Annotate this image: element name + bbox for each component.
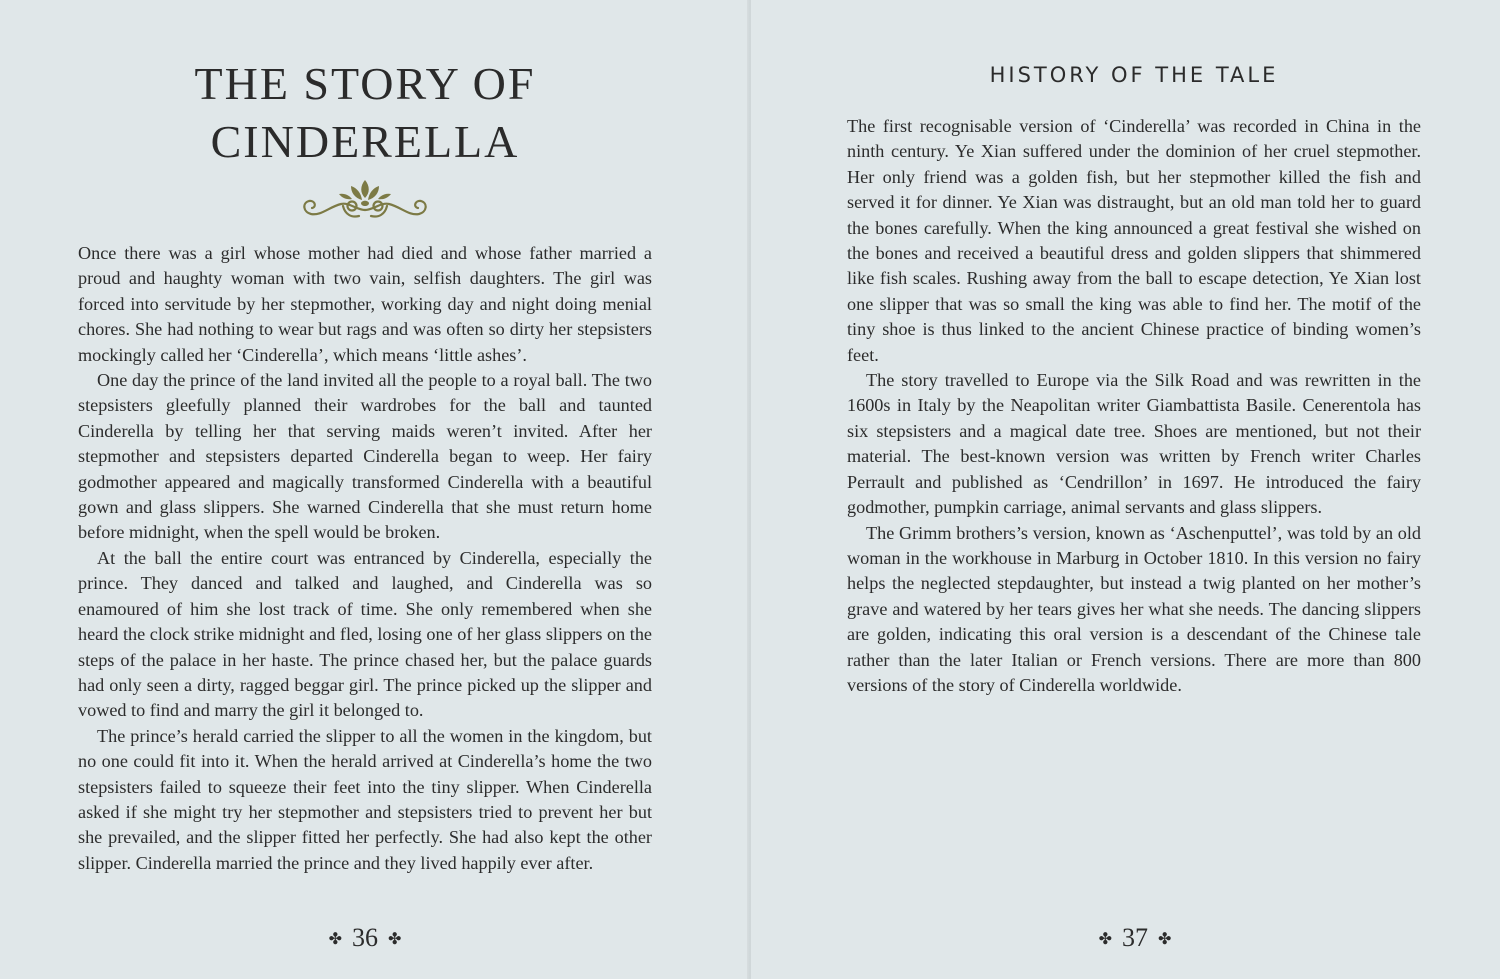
history-body-text — [847, 114, 1421, 698]
page-number: 37 — [1122, 923, 1148, 952]
fleuron-icon: ✤ — [1098, 928, 1112, 948]
paragraph: Once there was a girl whose mother had died and whose father married a proud and haughty woman with two vain, selfish daughters. The girl was forced into servitude by her stepmother, working day and night doing menial chores. She had nothing to wear but rags and was often so dirty her stepsisters mockingly called her ‘Cinderella’, which means ‘little ashes’. — [78, 243, 652, 365]
paragraph: At the ball the entire court was entranced by Cinderella, especially the prince. They danced and talked and laughed, and Cinderella was so enamoured of him she lost track of time. She only remembered when she heard the clock strike midnight and fled, losing one of her glass slippers on the steps of the palace in her haste. The prince chased her, but the palace guards had only seen a dirty, ragged beggar girl. The prince picked up the slipper and vowed to find and marry the girl it belonged to. — [78, 547, 652, 721]
page-number-right — [1035, 920, 1235, 956]
paragraph: The first recognisable version of ‘Cinderella’ was recorded in China in the ninth century. Ye Xian suffered under the dominion of her cruel stepmother. Her only friend was a golden fish, but her stepmother killed the fish and served it for dinner. Ye Xian was distraught, but an old man told her to guard the bones carefully. When the king announced a great festival she wished on the bones and received a beautiful dress and golden slippers that shimmered like fish scales. Rushing away from the ball to escape detection, Ye Xian lost one slipper that was so small the king was able to find her. The motif of the tiny shoe is thus linked to the ancient Chinese practice of binding women’s feet. — [847, 116, 1421, 365]
section-heading: HISTORY OF THE TALE — [989, 63, 1279, 87]
paragraph: The prince’s herald carried the slipper to all the women in the kingdom, but no one could fit into it. When the herald arrived at Cinderella’s home the two stepsisters failed to squeeze their feet into the tiny slipper. When Cinderella asked if she might try her stepmother and stepsisters tried to prevent her but she prevailed, and the slipper fitted her perfectly. She had also kept the other slipper. Cinderella married the prince and they lived happily ever after. — [78, 725, 652, 873]
fleuron-icon: ✤ — [1158, 928, 1172, 948]
fleuron-icon: ✤ — [328, 928, 342, 948]
title-line-2: CINDERELLA — [210, 116, 520, 167]
page-number: 36 — [352, 923, 378, 952]
paragraph: One day the prince of the land invited all the people to a royal ball. The two stepsisters gleefully planned their wardrobes for the ball and taunted Cinderella by telling her that serving maids weren’t invited. After her stepmother and stepsisters departed Cinderella began to weep. Her fairy godmother appeared and magically transformed Cinderella with a beautiful gown and glass slippers. She warned Cinderella that she must return home before midnight, when the spell would be broken. — [78, 370, 652, 543]
paragraph: The Grimm brothers’s version, known as ‘Aschenputtel’, was told by an old woman in the workhouse in Marburg in October 1810. In this version no fairy helps the neglected stepdaughter, but instead a twig planted on her mother’s grave and watered by her tears gives her what she needs. The dancing slippers are golden, indicating this oral version is a descendant of the Chinese tale rather than the later Italian or French versions. There are more than 800 versions of the story of Cinderella worldwide. — [847, 522, 1421, 695]
fleuron-icon: ✤ — [388, 928, 402, 948]
title-line-1: THE STORY OF — [194, 58, 536, 109]
paragraph: The story travelled to Europe via the Silk Road and was rewritten in the 1600s in Italy by the Neapolitan writer Giambattista Basile. Cenerentola has six stepsisters and a magical date tree. Shoes are mentioned, but not their material. The best-known version was written by French writer Charles Perrault and published as ‘Cendrillon’ in 1697. He introduced the fairy godmother, pumpkin carriage, animal servants and glass slippers. — [847, 370, 1421, 518]
